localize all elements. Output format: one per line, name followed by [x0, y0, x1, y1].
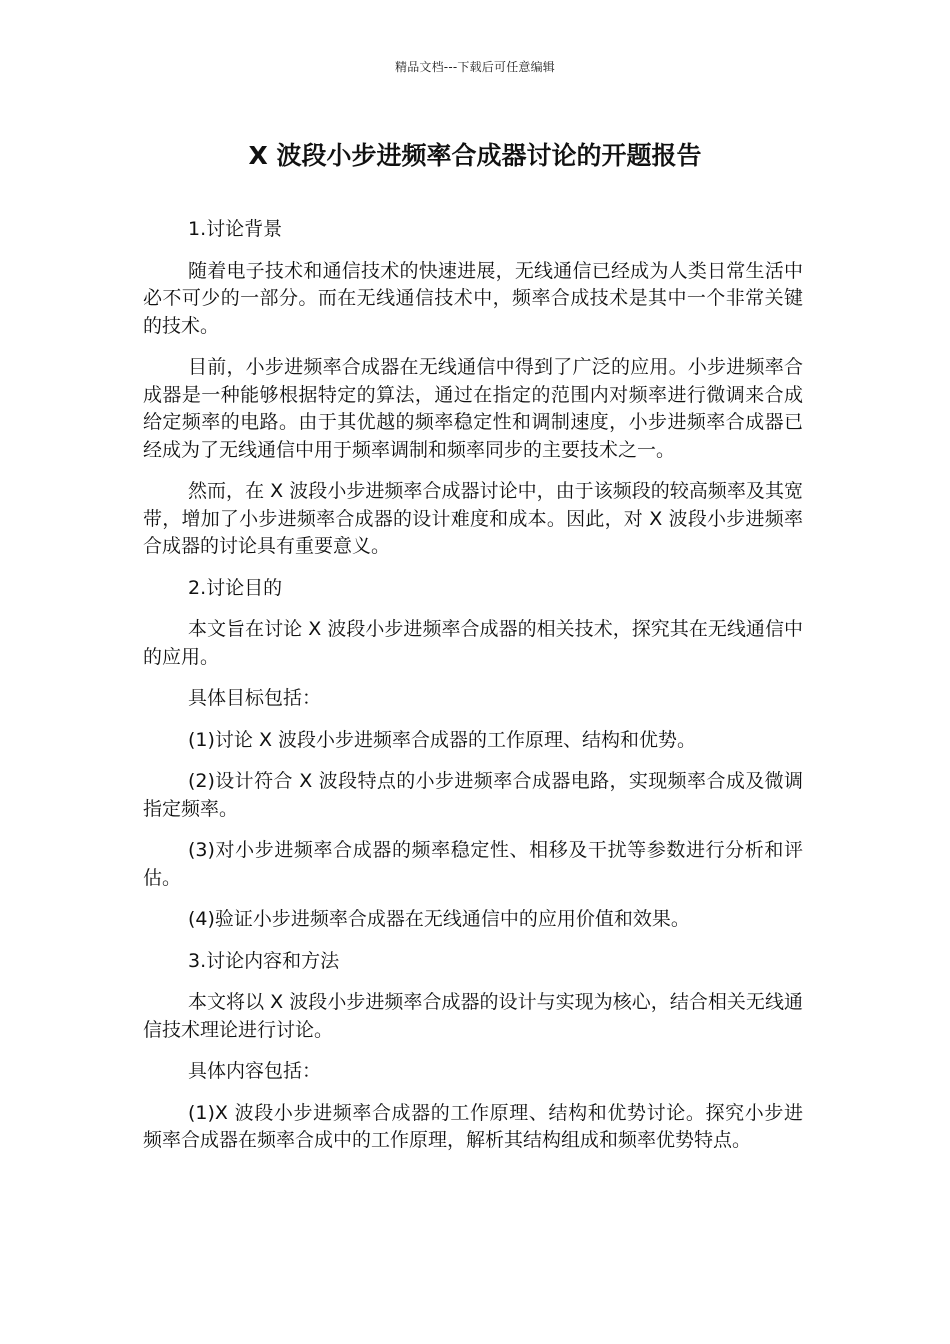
paragraph: 本文将以 X 波段小步进频率合成器的设计与实现为核心，结合相关无线通信技术理论进行讨论。: [143, 991, 803, 1041]
list-item: (4)验证小步进频率合成器在无线通信中的应用价值和效果。: [188, 908, 690, 930]
list-item: (1)X 波段小步进频率合成器的工作原理、结构和优势讨论。探究小步进频率合成器在频率合成中的工作原理，解析其结构组成和频率优势特点。: [143, 1101, 803, 1151]
paragraph: 具体目标包括：: [188, 687, 322, 709]
paragraph: 具体内容包括：: [188, 1060, 322, 1082]
section-heading-purpose: 2.讨论目的: [188, 576, 283, 599]
document-body: [143, 216, 803, 1169]
section-heading-content-method: 3.讨论内容和方法: [188, 949, 340, 972]
document-title: X 波段小步进频率合成器讨论的开题报告: [248, 141, 702, 170]
list-item: (2)设计符合 X 波段特点的小步进频率合成器电路，实现频率合成及微调指定频率。: [143, 770, 803, 820]
list-item: (1)讨论 X 波段小步进频率合成器的工作原理、结构和优势。: [188, 728, 697, 751]
section-heading-background: 1.讨论背景: [188, 218, 283, 240]
list-item: (3)对小步进频率合成器的频率稳定性、相移及干扰等参数进行分析和评估。: [143, 839, 803, 889]
paragraph: 目前，小步进频率合成器在无线通信中得到了广泛的应用。小步进频率合成器是一种能够根据特定的算法，通过在指定的范围内对频率进行微调来合成给定频率的电路。由于其优越的频率稳定性和调制速度，小步进频率合成器已经成为了无线通信中用于频率调制和频率同步的主要技术之一。: [143, 356, 803, 461]
header-note: 精品文档---下载后可任意编辑: [395, 60, 555, 74]
paragraph: 本文旨在讨论 X 波段小步进频率合成器的相关技术，探究其在无线通信中的应用。: [143, 618, 803, 668]
paragraph: 随着电子技术和通信技术的快速进展，无线通信已经成为人类日常生活中必不可少的一部分。而在无线通信技术中，频率合成技术是其中一个非常关键的技术。: [143, 259, 803, 337]
paragraph: 然而，在 X 波段小步进频率合成器讨论中，由于该频段的较高频率及其宽带，增加了小步进频率合成器的设计难度和成本。因此，对 X 波段小步进频率合成器的讨论具有重要意义。: [143, 480, 803, 557]
